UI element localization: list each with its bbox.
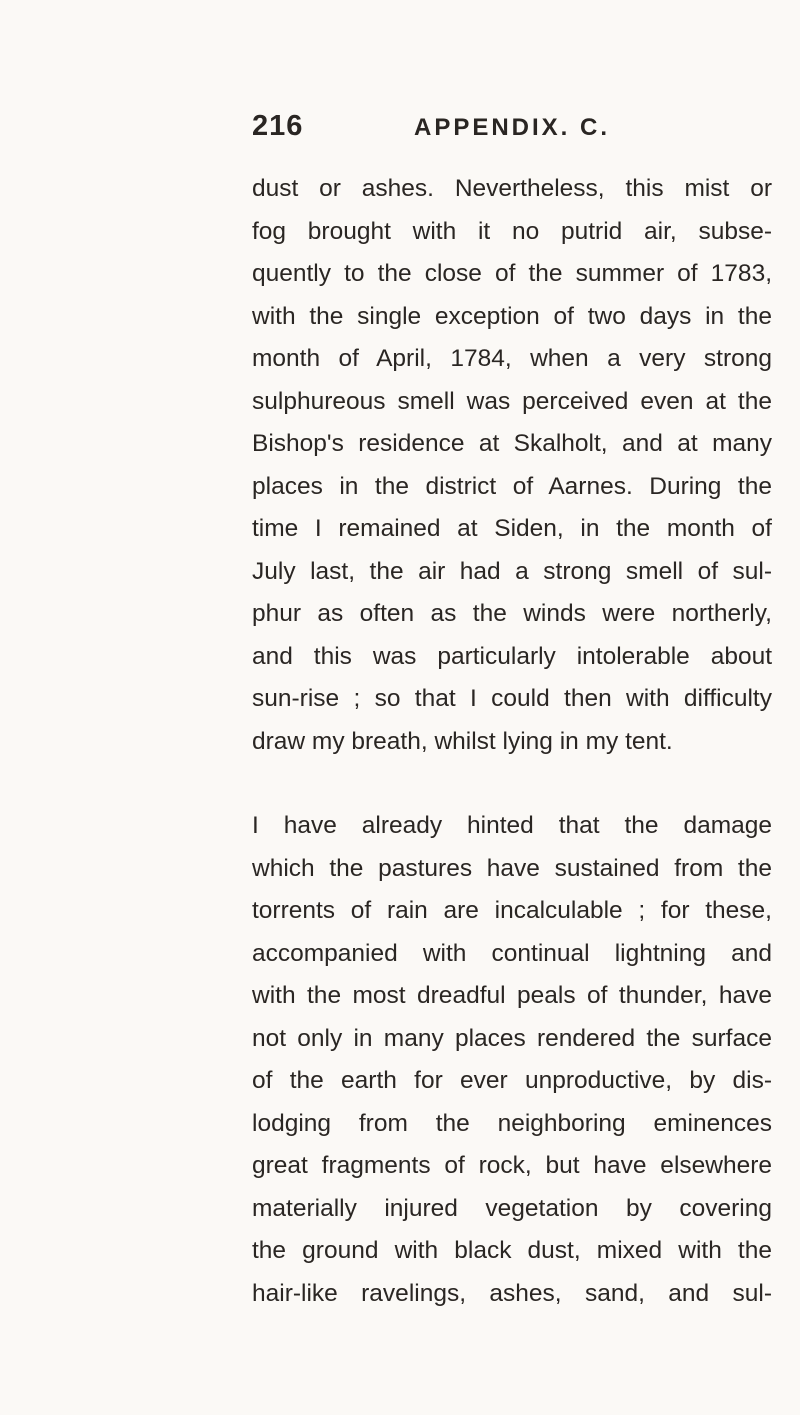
paragraph-2 bbox=[252, 805, 772, 1315]
text-line: I have already hinted that the damage bbox=[252, 812, 772, 839]
text-line: quently to the close of the summer of 1783, bbox=[252, 260, 772, 287]
text-line: materially injured vegetation by covering bbox=[252, 1194, 772, 1222]
text-line: July last, the air had a strong smell of sul- bbox=[252, 557, 772, 585]
paragraph-1 bbox=[252, 168, 772, 763]
text-line: with the single exception of two days in the bbox=[252, 302, 772, 330]
running-head: APPENDIX. C. bbox=[413, 114, 611, 141]
text-line: of the earth for ever unproductive, by dis- bbox=[252, 1067, 772, 1094]
text-line: and this was particularly intolerable about bbox=[252, 642, 772, 670]
text-line: time I remained at Siden, in the month of bbox=[252, 515, 772, 542]
text-line: with the most dreadful peals of thunder, have bbox=[252, 982, 772, 1009]
text-line: accompanied with continual lightning and bbox=[252, 939, 772, 967]
text-line: great fragments of rock, but have elsewhere bbox=[252, 1152, 772, 1179]
text-line: sun-rise ; so that I could then with difficulty bbox=[252, 685, 772, 712]
text-line: draw my breath, whilst lying in my tent. bbox=[252, 727, 673, 755]
text-line: phur as often as the winds were northerly, bbox=[252, 600, 772, 627]
text-line: torrents of rain are incalculable ; for these, bbox=[252, 897, 772, 924]
body-text bbox=[252, 168, 772, 1315]
page-number: 216 bbox=[252, 110, 304, 142]
text-line: fog brought with it no putrid air, subse- bbox=[252, 217, 772, 245]
text-line: dust or ashes. Nevertheless, this mist or bbox=[252, 175, 772, 202]
text-line: not only in many places rendered the surface bbox=[252, 1024, 772, 1052]
text-line: sulphureous smell was perceived even at the bbox=[252, 387, 772, 415]
text-line: places in the district of Aarnes. During the bbox=[252, 472, 772, 500]
page-header bbox=[252, 110, 772, 146]
text-line: which the pastures have sustained from the bbox=[252, 854, 772, 882]
text-line: month of April, 1784, when a very strong bbox=[252, 345, 772, 372]
text-line: hair-like ravelings, ashes, sand, and sul- bbox=[252, 1279, 772, 1307]
text-line: the ground with black dust, mixed with the bbox=[252, 1237, 772, 1264]
text-line: Bishop's residence at Skalholt, and at many bbox=[252, 430, 772, 457]
text-line: lodging from the neighboring eminences bbox=[252, 1109, 772, 1137]
